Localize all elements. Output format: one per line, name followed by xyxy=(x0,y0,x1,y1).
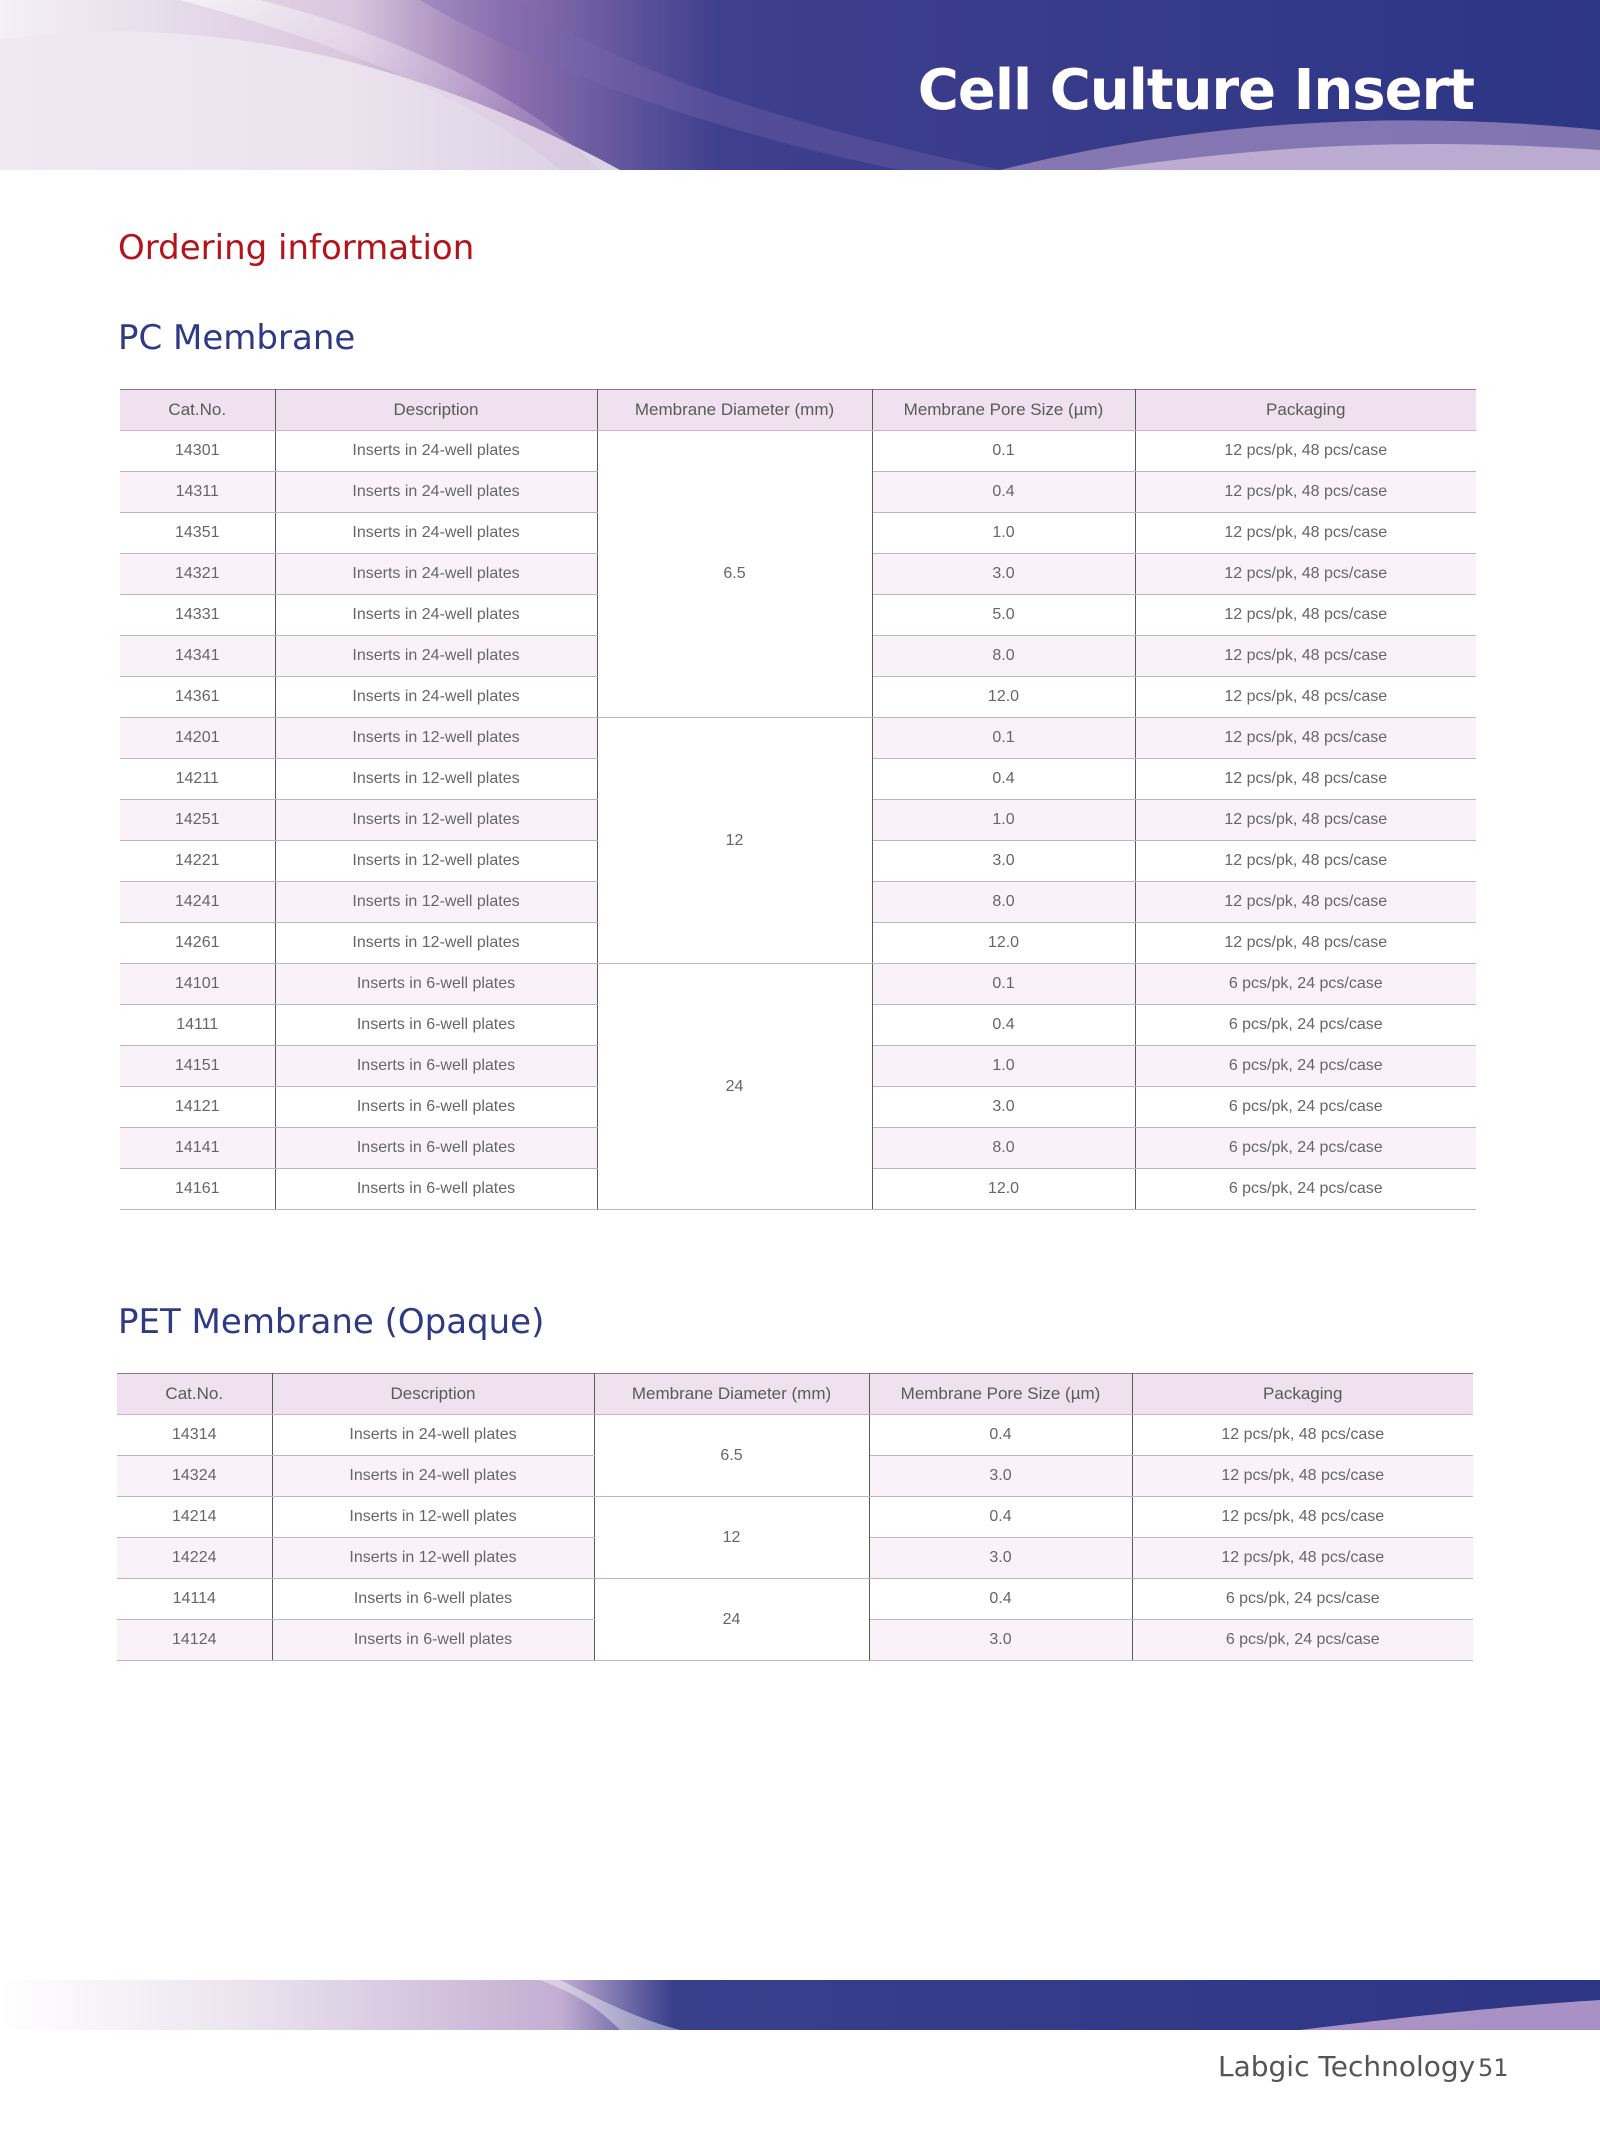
description-cell: Inserts in 24-well plates xyxy=(275,677,597,718)
footer-brand: Labgic Technology xyxy=(1218,2050,1476,2083)
footer-graphic xyxy=(0,1980,1600,2030)
packaging-cell: 12 pcs/pk, 48 pcs/case xyxy=(1132,1415,1473,1456)
description-cell: Inserts in 12-well plates xyxy=(275,882,597,923)
col-header-pore-size: Membrane Pore Size (µm) xyxy=(869,1374,1132,1415)
cat-no-cell: 14261 xyxy=(120,923,275,964)
cat-no-cell: 14121 xyxy=(120,1087,275,1128)
col-header-cat-no: Cat.No. xyxy=(120,390,275,431)
pet-membrane-table xyxy=(117,1373,1473,1661)
pc-membrane-heading: PC Membrane xyxy=(118,318,356,358)
cat-no-cell: 14211 xyxy=(120,759,275,800)
packaging-cell: 6 pcs/pk, 24 pcs/case xyxy=(1132,1620,1473,1661)
cat-no-cell: 14301 xyxy=(120,431,275,472)
description-cell: Inserts in 6-well plates xyxy=(275,964,597,1005)
pore-size-cell: 1.0 xyxy=(872,1046,1135,1087)
table-row xyxy=(120,718,1476,759)
description-cell: Inserts in 12-well plates xyxy=(272,1497,594,1538)
table-row xyxy=(120,964,1476,1005)
description-cell: Inserts in 6-well plates xyxy=(272,1620,594,1661)
packaging-cell: 12 pcs/pk, 48 pcs/case xyxy=(1135,513,1476,554)
description-cell: Inserts in 24-well plates xyxy=(272,1456,594,1497)
pore-size-cell: 5.0 xyxy=(872,595,1135,636)
pore-size-cell: 3.0 xyxy=(872,1087,1135,1128)
cat-no-cell: 14141 xyxy=(120,1128,275,1169)
ordering-heading: Ordering information xyxy=(118,228,475,268)
col-header-description: Description xyxy=(275,390,597,431)
page-number: 51 xyxy=(1478,2054,1509,2082)
cat-no-cell: 14314 xyxy=(117,1415,272,1456)
cat-no-cell: 14161 xyxy=(120,1169,275,1210)
pore-size-cell: 3.0 xyxy=(872,554,1135,595)
description-cell: Inserts in 6-well plates xyxy=(272,1579,594,1620)
pore-size-cell: 0.1 xyxy=(872,964,1135,1005)
packaging-cell: 6 pcs/pk, 24 pcs/case xyxy=(1135,964,1476,1005)
packaging-cell: 12 pcs/pk, 48 pcs/case xyxy=(1135,800,1476,841)
pc-table-body xyxy=(120,431,1476,1210)
pore-size-cell: 8.0 xyxy=(872,1128,1135,1169)
table-row xyxy=(117,1415,1473,1456)
description-cell: Inserts in 12-well plates xyxy=(275,800,597,841)
description-cell: Inserts in 24-well plates xyxy=(272,1415,594,1456)
packaging-cell: 12 pcs/pk, 48 pcs/case xyxy=(1132,1497,1473,1538)
diameter-cell: 24 xyxy=(594,1579,869,1661)
packaging-cell: 12 pcs/pk, 48 pcs/case xyxy=(1135,759,1476,800)
footer-band xyxy=(0,1980,1600,2030)
description-cell: Inserts in 12-well plates xyxy=(272,1538,594,1579)
packaging-cell: 12 pcs/pk, 48 pcs/case xyxy=(1135,882,1476,923)
packaging-cell: 6 pcs/pk, 24 pcs/case xyxy=(1135,1005,1476,1046)
cat-no-cell: 14331 xyxy=(120,595,275,636)
cat-no-cell: 14341 xyxy=(120,636,275,677)
packaging-cell: 12 pcs/pk, 48 pcs/case xyxy=(1135,431,1476,472)
packaging-cell: 6 pcs/pk, 24 pcs/case xyxy=(1135,1128,1476,1169)
table-header-row xyxy=(117,1374,1473,1415)
cat-no-cell: 14101 xyxy=(120,964,275,1005)
pore-size-cell: 0.4 xyxy=(869,1497,1132,1538)
pore-size-cell: 0.4 xyxy=(872,472,1135,513)
pore-size-cell: 8.0 xyxy=(872,636,1135,677)
diameter-cell: 24 xyxy=(597,964,872,1210)
description-cell: Inserts in 12-well plates xyxy=(275,759,597,800)
pc-membrane-table xyxy=(120,389,1476,1210)
cat-no-cell: 14224 xyxy=(117,1538,272,1579)
packaging-cell: 12 pcs/pk, 48 pcs/case xyxy=(1132,1538,1473,1579)
packaging-cell: 6 pcs/pk, 24 pcs/case xyxy=(1135,1046,1476,1087)
packaging-cell: 12 pcs/pk, 48 pcs/case xyxy=(1132,1456,1473,1497)
pore-size-cell: 0.1 xyxy=(872,431,1135,472)
pore-size-cell: 1.0 xyxy=(872,513,1135,554)
description-cell: Inserts in 6-well plates xyxy=(275,1087,597,1128)
col-header-cat-no: Cat.No. xyxy=(117,1374,272,1415)
packaging-cell: 12 pcs/pk, 48 pcs/case xyxy=(1135,923,1476,964)
description-cell: Inserts in 6-well plates xyxy=(275,1005,597,1046)
cat-no-cell: 14221 xyxy=(120,841,275,882)
col-header-pore-size: Membrane Pore Size (µm) xyxy=(872,390,1135,431)
pore-size-cell: 12.0 xyxy=(872,677,1135,718)
packaging-cell: 6 pcs/pk, 24 pcs/case xyxy=(1135,1087,1476,1128)
description-cell: Inserts in 6-well plates xyxy=(275,1169,597,1210)
pore-size-cell: 0.1 xyxy=(872,718,1135,759)
pore-size-cell: 12.0 xyxy=(872,1169,1135,1210)
cat-no-cell: 14114 xyxy=(117,1579,272,1620)
diameter-cell: 6.5 xyxy=(594,1415,869,1497)
cat-no-cell: 14124 xyxy=(117,1620,272,1661)
table-header-row xyxy=(120,390,1476,431)
description-cell: Inserts in 24-well plates xyxy=(275,554,597,595)
table-row xyxy=(117,1497,1473,1538)
pet-table-body xyxy=(117,1415,1473,1661)
description-cell: Inserts in 24-well plates xyxy=(275,636,597,677)
packaging-cell: 6 pcs/pk, 24 pcs/case xyxy=(1135,1169,1476,1210)
description-cell: Inserts in 6-well plates xyxy=(275,1128,597,1169)
cat-no-cell: 14251 xyxy=(120,800,275,841)
col-header-diameter: Membrane Diameter (mm) xyxy=(594,1374,869,1415)
description-cell: Inserts in 12-well plates xyxy=(275,841,597,882)
col-header-packaging: Packaging xyxy=(1132,1374,1473,1415)
pore-size-cell: 12.0 xyxy=(872,923,1135,964)
pore-size-cell: 0.4 xyxy=(869,1415,1132,1456)
description-cell: Inserts in 24-well plates xyxy=(275,513,597,554)
packaging-cell: 12 pcs/pk, 48 pcs/case xyxy=(1135,554,1476,595)
table-row xyxy=(120,431,1476,472)
description-cell: Inserts in 24-well plates xyxy=(275,595,597,636)
description-cell: Inserts in 12-well plates xyxy=(275,718,597,759)
table-row xyxy=(117,1579,1473,1620)
pore-size-cell: 3.0 xyxy=(869,1538,1132,1579)
pore-size-cell: 1.0 xyxy=(872,800,1135,841)
cat-no-cell: 14201 xyxy=(120,718,275,759)
packaging-cell: 12 pcs/pk, 48 pcs/case xyxy=(1135,595,1476,636)
pore-size-cell: 3.0 xyxy=(869,1620,1132,1661)
cat-no-cell: 14311 xyxy=(120,472,275,513)
diameter-cell: 6.5 xyxy=(597,431,872,718)
packaging-cell: 12 pcs/pk, 48 pcs/case xyxy=(1135,841,1476,882)
col-header-packaging: Packaging xyxy=(1135,390,1476,431)
pet-membrane-heading: PET Membrane (Opaque) xyxy=(118,1302,545,1342)
cat-no-cell: 14361 xyxy=(120,677,275,718)
pore-size-cell: 3.0 xyxy=(872,841,1135,882)
pore-size-cell: 3.0 xyxy=(869,1456,1132,1497)
page-title: Cell Culture Insert xyxy=(917,58,1474,123)
pore-size-cell: 0.4 xyxy=(869,1579,1132,1620)
description-cell: Inserts in 24-well plates xyxy=(275,472,597,513)
cat-no-cell: 14241 xyxy=(120,882,275,923)
pore-size-cell: 8.0 xyxy=(872,882,1135,923)
cat-no-cell: 14351 xyxy=(120,513,275,554)
description-cell: Inserts in 24-well plates xyxy=(275,431,597,472)
pore-size-cell: 0.4 xyxy=(872,1005,1135,1046)
packaging-cell: 12 pcs/pk, 48 pcs/case xyxy=(1135,718,1476,759)
packaging-cell: 12 pcs/pk, 48 pcs/case xyxy=(1135,472,1476,513)
cat-no-cell: 14151 xyxy=(120,1046,275,1087)
pore-size-cell: 0.4 xyxy=(872,759,1135,800)
col-header-description: Description xyxy=(272,1374,594,1415)
packaging-cell: 12 pcs/pk, 48 pcs/case xyxy=(1135,636,1476,677)
packaging-cell: 12 pcs/pk, 48 pcs/case xyxy=(1135,677,1476,718)
cat-no-cell: 14214 xyxy=(117,1497,272,1538)
cat-no-cell: 14111 xyxy=(120,1005,275,1046)
col-header-diameter: Membrane Diameter (mm) xyxy=(597,390,872,431)
description-cell: Inserts in 6-well plates xyxy=(275,1046,597,1087)
cat-no-cell: 14321 xyxy=(120,554,275,595)
diameter-cell: 12 xyxy=(597,718,872,964)
diameter-cell: 12 xyxy=(594,1497,869,1579)
cat-no-cell: 14324 xyxy=(117,1456,272,1497)
header-banner xyxy=(0,0,1600,170)
packaging-cell: 6 pcs/pk, 24 pcs/case xyxy=(1132,1579,1473,1620)
description-cell: Inserts in 12-well plates xyxy=(275,923,597,964)
